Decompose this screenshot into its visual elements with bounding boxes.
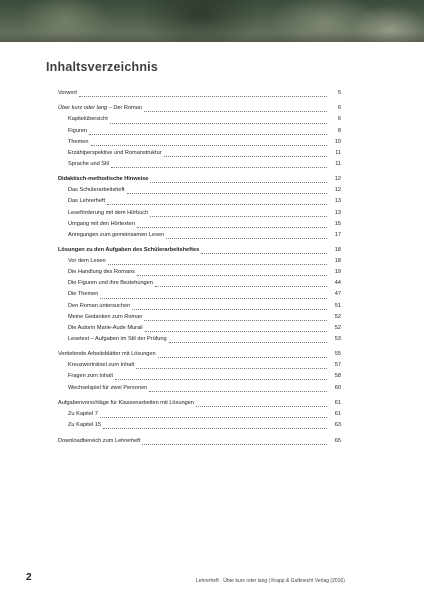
toc-entry-page: 11 bbox=[335, 149, 341, 156]
toc-entry-page: 12 bbox=[334, 187, 341, 194]
toc-entry-page: 18 bbox=[334, 247, 341, 254]
toc-entry-title-text: Die Figuren und ihre Beziehungen bbox=[68, 280, 153, 287]
page-title: Inhaltsverzeichnis bbox=[46, 60, 158, 74]
toc-entry-title-text: Aufgabenvorschläge für Klassenarbeiten mit Lösungen bbox=[58, 399, 194, 406]
toc-entry bbox=[58, 256, 341, 267]
toc-entry-title-text: Didaktisch-methodische Hinweise bbox=[58, 176, 149, 183]
toc-entry bbox=[58, 323, 341, 334]
toc-entry-page: 17 bbox=[334, 231, 341, 238]
toc-entry-title-text: Meine Gedanken zum Roman bbox=[68, 313, 143, 320]
dot-leader bbox=[127, 189, 327, 194]
toc-entry-title-text: Zu Kapitel 7 bbox=[68, 411, 98, 418]
toc-entry-title-text: Figuren bbox=[68, 127, 87, 134]
toc-entry-page: 19 bbox=[334, 269, 341, 276]
toc-entry-page: 47 bbox=[334, 291, 341, 298]
toc-entry-title-text: Vertiefende Arbeitsblätter mit Lösungen bbox=[58, 351, 156, 358]
toc-entry-title-text: Umgang mit den Hörtexten bbox=[68, 220, 135, 227]
dot-leader bbox=[110, 119, 327, 124]
toc-entry-title-italic: Über kurz oder lang bbox=[58, 105, 108, 112]
toc-entry bbox=[58, 289, 341, 300]
dot-leader bbox=[201, 249, 327, 254]
toc-entry bbox=[58, 137, 341, 148]
dot-leader bbox=[150, 212, 327, 217]
toc-entry-title-suffix: – Der Roman bbox=[107, 105, 142, 112]
toc-entry-title bbox=[68, 219, 135, 230]
dot-leader bbox=[144, 107, 327, 112]
toc-entry-page: 44 bbox=[334, 280, 341, 287]
toc-entry bbox=[58, 267, 341, 278]
toc-entry bbox=[58, 278, 341, 289]
toc-entry-title bbox=[68, 148, 162, 159]
table-of-contents bbox=[58, 88, 341, 447]
dot-leader bbox=[150, 178, 327, 183]
dot-leader bbox=[158, 353, 327, 358]
toc-entry-title-text: Sprache und Stil bbox=[68, 160, 110, 167]
toc-entry-title-text: Die Handlung des Romans bbox=[68, 269, 135, 276]
toc-entry-title bbox=[58, 349, 156, 360]
toc-entry-title bbox=[68, 301, 130, 312]
toc-entry-title bbox=[68, 114, 108, 125]
toc-entry-title-text: Das Lehrerheft bbox=[68, 198, 106, 205]
dot-leader bbox=[164, 152, 327, 157]
toc-entry-page: 10 bbox=[334, 138, 341, 145]
toc-entry-title bbox=[68, 371, 113, 382]
toc-entry-title-text: Lösungen zu den Aufgaben des Schülerarbeitsheftes bbox=[58, 247, 200, 254]
dot-leader bbox=[166, 234, 327, 239]
dot-leader bbox=[145, 327, 327, 332]
dot-leader bbox=[137, 223, 327, 228]
dot-leader bbox=[79, 92, 327, 97]
dot-leader bbox=[89, 130, 327, 135]
toc-entry-title-text: Anregungen zum gemeinsamen Lesen bbox=[68, 231, 165, 238]
toc-entry-title bbox=[68, 334, 167, 345]
toc-entry bbox=[58, 148, 341, 159]
toc-entry-title bbox=[68, 267, 135, 278]
toc-entry bbox=[58, 114, 341, 125]
dot-leader bbox=[103, 424, 327, 429]
toc-entry-page: 6 bbox=[337, 105, 341, 112]
toc-entry-title bbox=[68, 126, 87, 137]
toc-entry-title bbox=[58, 103, 142, 114]
toc-entry-page: 51 bbox=[334, 302, 341, 309]
toc-entry bbox=[58, 230, 341, 241]
toc-entry-title bbox=[68, 420, 101, 431]
dot-leader bbox=[137, 271, 327, 276]
dot-leader bbox=[111, 163, 327, 168]
dot-leader bbox=[196, 402, 327, 407]
toc-entry-title-text: Fragen zum Inhalt bbox=[68, 373, 114, 380]
toc-entry-title-text: Lesetest – Aufgaben im Stil der Prüfung bbox=[68, 335, 167, 342]
toc-entry bbox=[58, 126, 341, 137]
dot-leader bbox=[108, 260, 327, 265]
toc-entry-title bbox=[68, 360, 134, 371]
toc-entry-title bbox=[68, 278, 153, 289]
toc-entry-title bbox=[58, 88, 77, 99]
header-banner-image bbox=[0, 0, 424, 42]
toc-entry-page: 18 bbox=[334, 258, 341, 265]
toc-entry-title bbox=[68, 383, 147, 394]
toc-entry-page: 61 bbox=[334, 411, 341, 418]
toc-entry-title bbox=[68, 409, 98, 420]
toc-entry bbox=[58, 159, 341, 170]
dot-leader bbox=[107, 200, 327, 205]
toc-entry bbox=[58, 371, 341, 382]
toc-entry bbox=[58, 196, 341, 207]
toc-entry-page: 53 bbox=[334, 335, 341, 342]
toc-entry-title bbox=[58, 245, 199, 256]
toc-entry bbox=[58, 360, 341, 371]
toc-entry bbox=[58, 208, 341, 219]
toc-entry-page: 63 bbox=[334, 422, 341, 429]
toc-entry bbox=[58, 409, 341, 420]
toc-entry bbox=[58, 420, 341, 431]
dot-leader bbox=[115, 375, 327, 380]
toc-entry bbox=[58, 245, 341, 256]
toc-entry-title-text: Die Themen bbox=[68, 291, 99, 298]
dot-leader bbox=[91, 141, 327, 146]
dot-leader bbox=[142, 440, 327, 445]
toc-entry-title bbox=[68, 323, 143, 334]
toc-entry-page: 61 bbox=[334, 399, 341, 406]
dot-leader bbox=[136, 364, 327, 369]
toc-entry-title-text: Wechselspiel für zwei Personen bbox=[68, 384, 148, 391]
toc-entry-title bbox=[58, 436, 140, 447]
toc-entry-page: 6 bbox=[337, 116, 341, 123]
toc-entry bbox=[58, 88, 341, 99]
toc-entry bbox=[58, 301, 341, 312]
toc-entry bbox=[58, 436, 341, 447]
dot-leader bbox=[144, 316, 327, 321]
toc-entry-title-text: Erzählperspektive und Romanstruktur bbox=[68, 149, 162, 156]
toc-entry bbox=[58, 174, 341, 185]
toc-entry-title bbox=[58, 174, 148, 185]
toc-entry bbox=[58, 219, 341, 230]
dot-leader bbox=[169, 338, 327, 343]
toc-entry bbox=[58, 103, 341, 114]
toc-entry-title bbox=[68, 196, 105, 207]
toc-entry-page: 58 bbox=[334, 373, 341, 380]
toc-entry-page: 60 bbox=[334, 384, 341, 391]
toc-entry-title bbox=[68, 289, 98, 300]
toc-entry-page: 11 bbox=[335, 160, 341, 167]
toc-entry-title bbox=[68, 312, 142, 323]
toc-entry-page: 52 bbox=[334, 313, 341, 320]
toc-entry-page: 13 bbox=[334, 209, 341, 216]
toc-entry-page: 65 bbox=[334, 437, 341, 444]
toc-entry-title-text: Das Schülerarbeitsheft bbox=[68, 187, 125, 194]
toc-entry-title-text: Downloadbereich zum Lehrerheft bbox=[58, 437, 141, 444]
toc-entry bbox=[58, 334, 341, 345]
toc-entry-page: 15 bbox=[334, 220, 341, 227]
footer-text: Lehrerheft · Über kurz oder lang | Krapp & Gutknecht Verlag (2016) bbox=[196, 578, 345, 584]
toc-entry-page: 52 bbox=[334, 324, 341, 331]
toc-entry-title-text: Themen bbox=[68, 138, 89, 145]
toc-entry-title bbox=[68, 256, 106, 267]
toc-entry bbox=[58, 398, 341, 409]
toc-entry-title bbox=[58, 398, 194, 409]
toc-entry-page: 5 bbox=[337, 90, 341, 96]
toc-entry-title bbox=[68, 137, 89, 148]
toc-entry-page: 13 bbox=[334, 198, 341, 205]
toc-entry-title-text: Zu Kapitel 15 bbox=[68, 422, 101, 429]
toc-entry-title-text: Vor dem Lesen bbox=[68, 258, 106, 265]
dot-leader bbox=[100, 413, 327, 418]
toc-entry bbox=[58, 383, 341, 394]
toc-entry-title-text: Vorwort bbox=[58, 90, 77, 96]
toc-entry-title bbox=[68, 185, 125, 196]
toc-entry bbox=[58, 312, 341, 323]
toc-entry-title bbox=[68, 208, 148, 219]
toc-entry-title-text: Kreuzworträtsel zum Inhalt bbox=[68, 362, 135, 369]
toc-entry-title-text: Die Autorin Marie-Aude Murail bbox=[68, 324, 143, 331]
toc-entry bbox=[58, 185, 341, 196]
toc-entry-title bbox=[68, 230, 164, 241]
dot-leader bbox=[100, 294, 327, 299]
dot-leader bbox=[132, 305, 327, 310]
dot-leader bbox=[149, 387, 327, 392]
toc-entry-page: 57 bbox=[334, 362, 341, 369]
toc-entry-title-text: Kapitelübersicht bbox=[68, 116, 108, 123]
toc-entry-page: 55 bbox=[334, 351, 341, 358]
page-number: 2 bbox=[26, 572, 32, 583]
toc-entry-title-text: Leseförderung mit dem Hörbuch bbox=[68, 209, 149, 216]
toc-entry-page: 8 bbox=[337, 127, 341, 134]
toc-entry-title bbox=[68, 159, 109, 170]
dot-leader bbox=[155, 282, 327, 287]
toc-entry-page: 12 bbox=[334, 176, 341, 183]
toc-entry-title-text: Den Roman untersuchen bbox=[68, 302, 131, 309]
toc-entry bbox=[58, 349, 341, 360]
